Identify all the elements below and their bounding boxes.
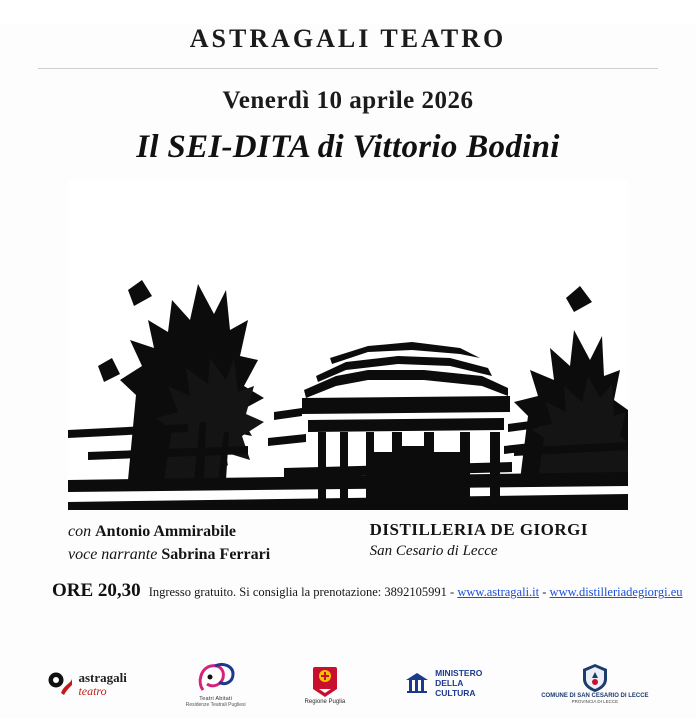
logo-teatri-abitati (186, 660, 246, 708)
logo-ministero-cultura (404, 669, 482, 698)
astragali-line1: astragali (78, 669, 127, 685)
ministero-wordmark (435, 669, 482, 698)
astragali-wordmark (78, 671, 126, 697)
ministero-emblem-icon (404, 671, 430, 697)
astragali-line2: teatro (78, 683, 107, 698)
ministero-line2: DELLA (435, 678, 464, 689)
voice-name: Sabrina Ferrari (161, 546, 271, 564)
comune-crest-icon (580, 663, 610, 693)
info-line (44, 580, 683, 602)
regione-puglia-caption: Regione Puglia (304, 698, 346, 705)
astragali-website-link[interactable]: www.astragali.it (457, 585, 540, 600)
poster-artwork (68, 180, 628, 510)
temple-ink-drawing (68, 180, 628, 510)
teatri-abitati-subcaption: Residenze Teatrali Pugliesi (185, 701, 246, 708)
ministero-line1: MINISTERO (435, 668, 483, 679)
credits-block (68, 520, 628, 566)
venue-block (370, 520, 628, 560)
regione-puglia-crest-icon (308, 663, 342, 697)
event-title: Il SEI-DITA di Vittorio Bodini (136, 129, 560, 165)
header-divider (38, 68, 658, 69)
link-separator: - (542, 585, 547, 600)
teatri-abitati-caption: Teatri Abitati (199, 695, 233, 702)
astragali-mark-icon (47, 671, 73, 697)
company-name: ASTRAGALI TEATRO (189, 24, 507, 53)
sponsor-logos (0, 660, 696, 708)
event-date: Venerdì 10 aprile 2026 (222, 87, 474, 114)
comune-caption: COMUNE DI SAN CESARIO DI LECCE (541, 693, 649, 700)
voice-label: voce narrante (68, 546, 158, 564)
comune-subcaption: PROVINCIA DI LECCE (571, 698, 619, 704)
logo-comune-san-cesario (541, 663, 648, 704)
booking-text: Ingresso gratuito. Si consiglia la prenotazione: 3892105991 - (148, 585, 455, 600)
with-label: con (68, 523, 92, 540)
poster (0, 24, 696, 718)
venue-name: DISTILLERIA DE GIORGI (369, 520, 588, 539)
ministero-row (404, 669, 482, 698)
distilleria-website-link[interactable]: www.distilleriadegiorgi.eu (549, 585, 683, 600)
ministero-line3: CULTURA (435, 687, 476, 698)
with-name: Antonio Ammirabile (95, 523, 236, 540)
logo-regione-puglia (305, 663, 346, 705)
booking-info (149, 585, 683, 600)
performer-voice (68, 543, 270, 566)
performer-with (68, 520, 270, 543)
logo-astragali-teatro (47, 671, 126, 697)
performers (68, 520, 270, 566)
teatri-abitati-mark-icon (193, 660, 239, 694)
show-time: ORE 20,30 (52, 580, 141, 602)
venue-city: San Cesario di Lecce (369, 543, 498, 559)
